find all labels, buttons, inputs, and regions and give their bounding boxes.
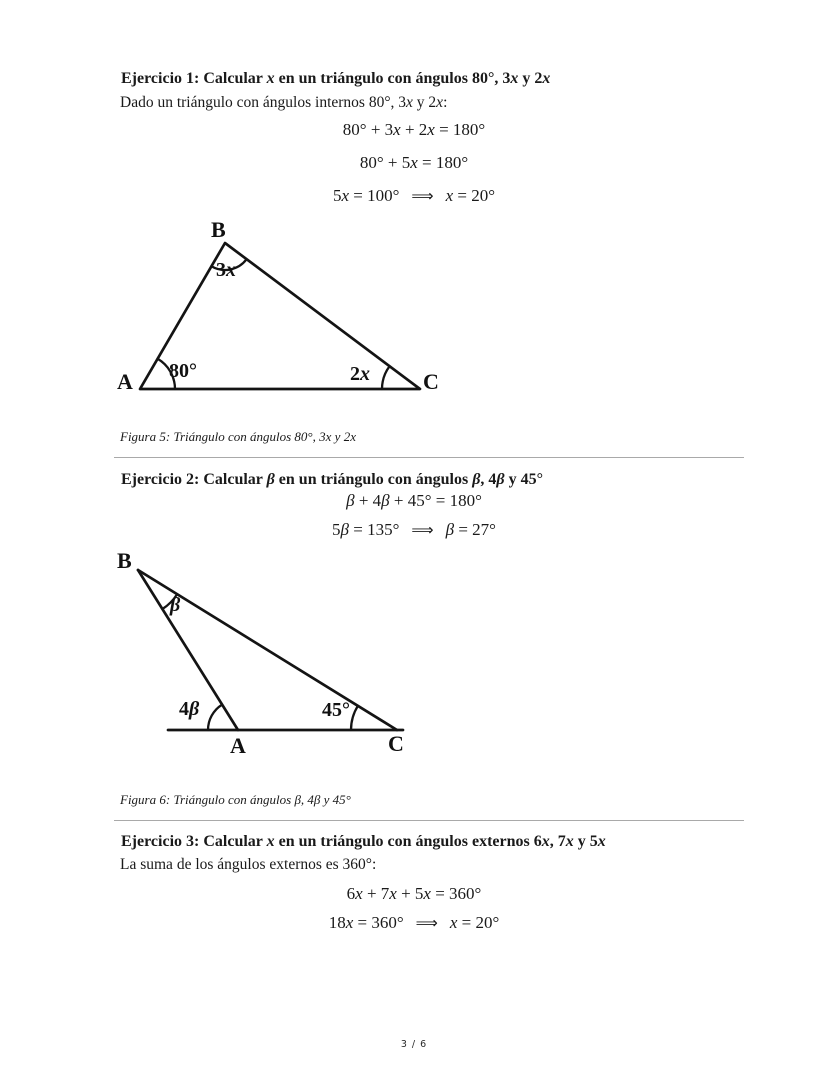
exercise-1-equation-2: 80° + 5x = 180° [359, 153, 469, 172]
vertex-c-label: C [388, 731, 404, 756]
exercise-3-equation-1: 6x + 7x + 5x = 360° [346, 884, 482, 903]
vertex-c-label: C [423, 369, 439, 394]
vertex-a-label: A [117, 369, 133, 394]
vertex-a-label: A [230, 733, 246, 758]
exercise-1-equation-3: 5x = 100° ⟹ x = 20° [332, 186, 496, 205]
figure-5-caption: Figura 5: Triángulo con ángulos 80°, 3x y 2x [120, 429, 356, 444]
angle-arc-c [382, 366, 390, 389]
section-divider-1 [114, 457, 744, 458]
figure-triangle-1 [110, 218, 455, 403]
exercise-2-title: Ejercicio 2: Calcular β en un triángulo con ángulos β, 4β y 45° [121, 471, 543, 488]
exercise-2-equation-2: 5β = 135° ⟹ β = 27° [332, 520, 496, 539]
exercise-1-equation-1: 80° + 3x + 2x = 180° [342, 120, 486, 139]
triangle-2-drawing [108, 548, 418, 763]
exercise-3-intro: La suma de los ángulos externos es 360°: [120, 856, 377, 873]
angle-b-label: β [170, 594, 181, 616]
angle-arc-a [208, 705, 222, 730]
vertex-b-label: B [117, 548, 132, 573]
exercise-2-equation-1: β + 4β + 45° = 180° [346, 491, 482, 510]
page-number: 3 / 6 [400, 1039, 428, 1050]
exercise-1-intro: Dado un triángulo con ángulos internos 80°, 3x y 2x: [120, 94, 448, 111]
angle-a-label: 80° [169, 360, 197, 382]
exercise-3-title: Ejercicio 3: Calcular x en un triángulo con ángulos externos 6x, 7x y 5x [121, 833, 606, 850]
angle-c-label: 45° [322, 699, 350, 721]
exercise-1-title: Ejercicio 1: Calcular x en un triángulo con ángulos 80°, 3x y 2x [121, 70, 551, 87]
angle-a-label: 4β [179, 698, 200, 720]
angle-b-label: 3x [216, 259, 236, 281]
angle-c-label: 2x [350, 363, 370, 385]
angle-arc-c [351, 706, 358, 730]
figure-6-caption: Figura 6: Triángulo con ángulos β, 4β y 45° [120, 792, 351, 807]
triangle-1-drawing [110, 218, 455, 403]
vertex-b-label: B [211, 217, 226, 242]
section-divider-2 [114, 820, 744, 821]
exercise-3-equation-2: 18x = 360° ⟹ x = 20° [328, 913, 500, 932]
figure-triangle-2 [108, 548, 418, 763]
